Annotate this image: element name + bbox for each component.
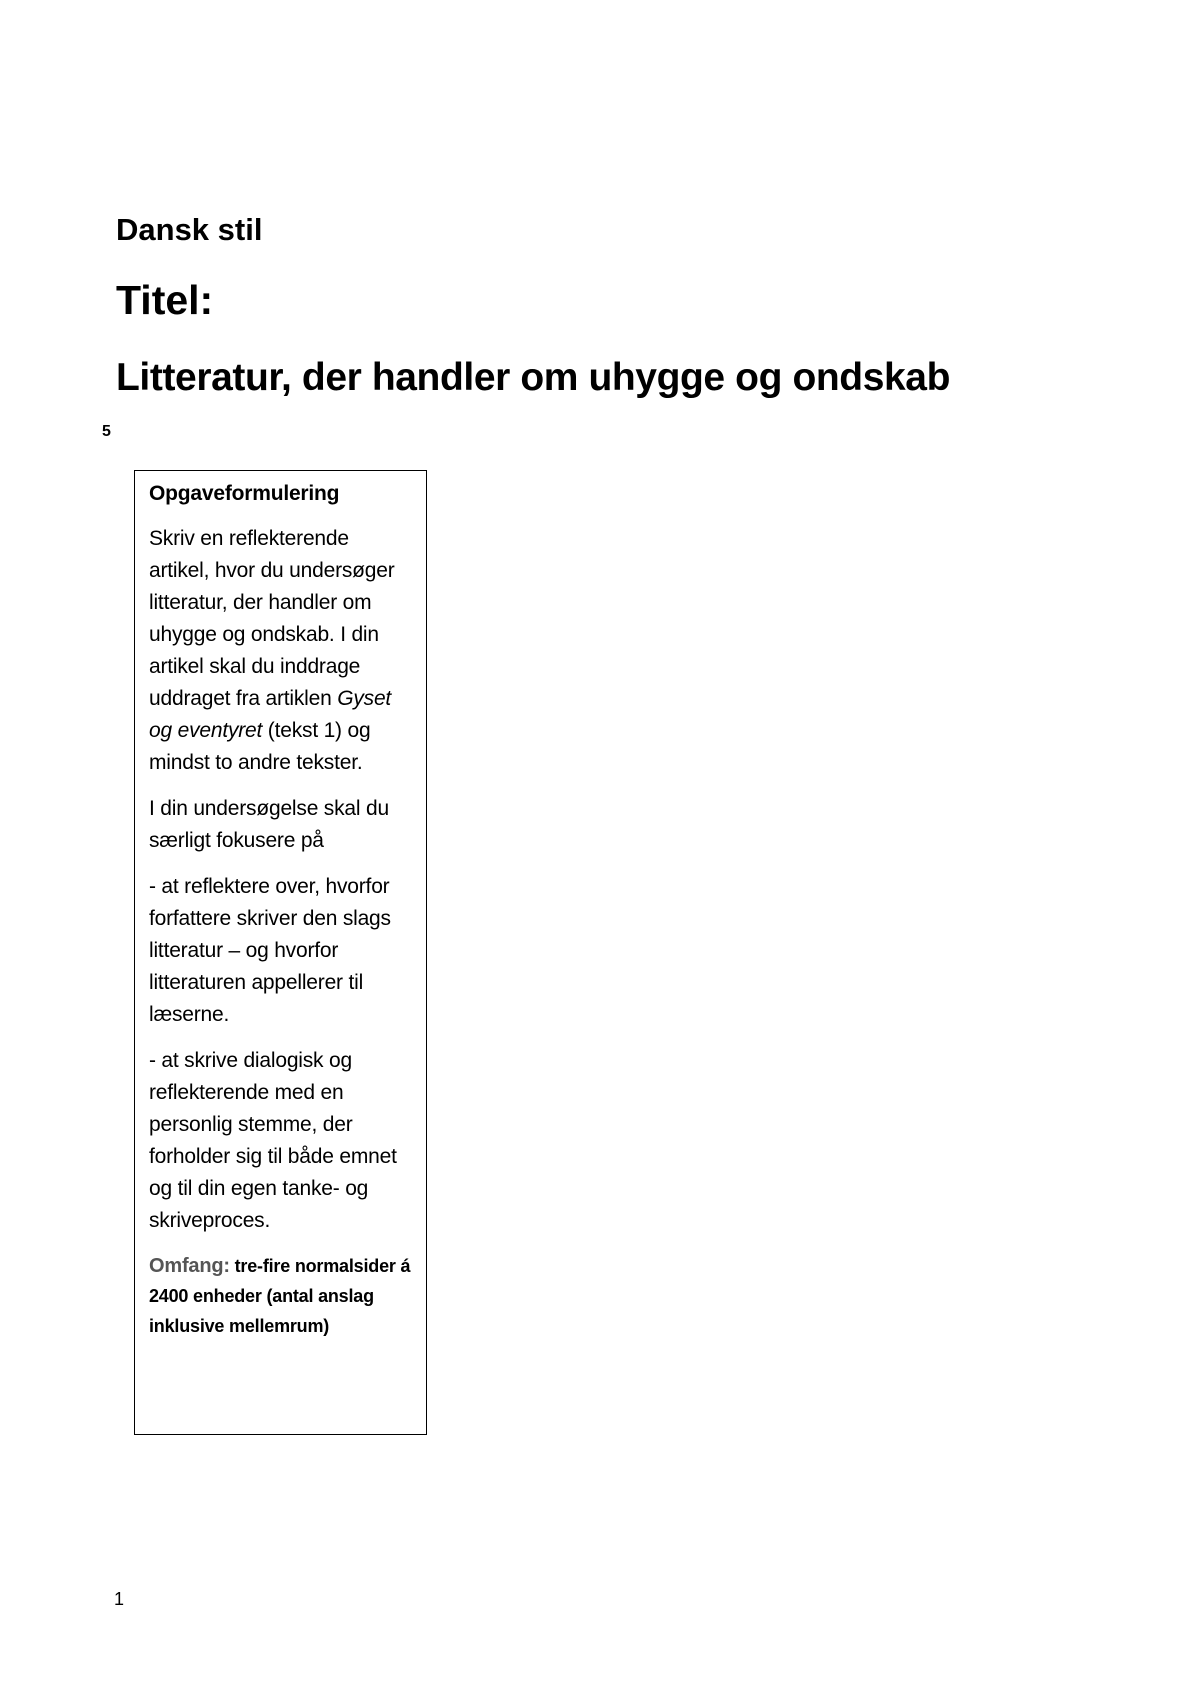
task-source-title: Gyset og eventyret (149, 687, 392, 742)
task-bullet-dialogic: - at skrive dialogisk og reflekterende med en personlig stemme, der forholder sig til både emnet og til din egen tanke- og skriveproces. (149, 1049, 397, 1232)
title-label: Titel: (116, 277, 214, 323)
task-box (134, 470, 427, 1435)
page-number: 1 (114, 1589, 125, 1609)
task-paragraph-intro (149, 523, 412, 779)
task-scope-label: Omfang: (149, 1255, 230, 1277)
task-paragraph-intro-tail: (tekst 1) og mindst to andre tekster. (149, 719, 371, 774)
task-paragraph-intro-text: Skriv en reflekterende artikel, hvor du undersøger litteratur, der handler om uhygge og ondskab. I din artikel skal du inddrage uddraget fra artiklen (149, 527, 395, 710)
task-heading: Opgaveformulering (149, 482, 340, 505)
task-scope-text: tre-fire normalsider á 2400 enheder (antal anslag inklusive mellemrum) (149, 1256, 411, 1336)
task-scope (149, 1251, 412, 1341)
task-bullet-reflect: - at reflektere over, hvorfor forfattere skriver den slags litteratur – og hvorfor litteraturen appellerer til læserne. (149, 875, 391, 1026)
task-paragraph-focus: I din undersøgelse skal du særligt fokusere på (149, 797, 389, 852)
page-title: Litteratur, der handler om uhygge og ondskab (116, 356, 951, 399)
line-number: 5 (102, 423, 111, 440)
subject-heading: Dansk stil (116, 212, 263, 247)
